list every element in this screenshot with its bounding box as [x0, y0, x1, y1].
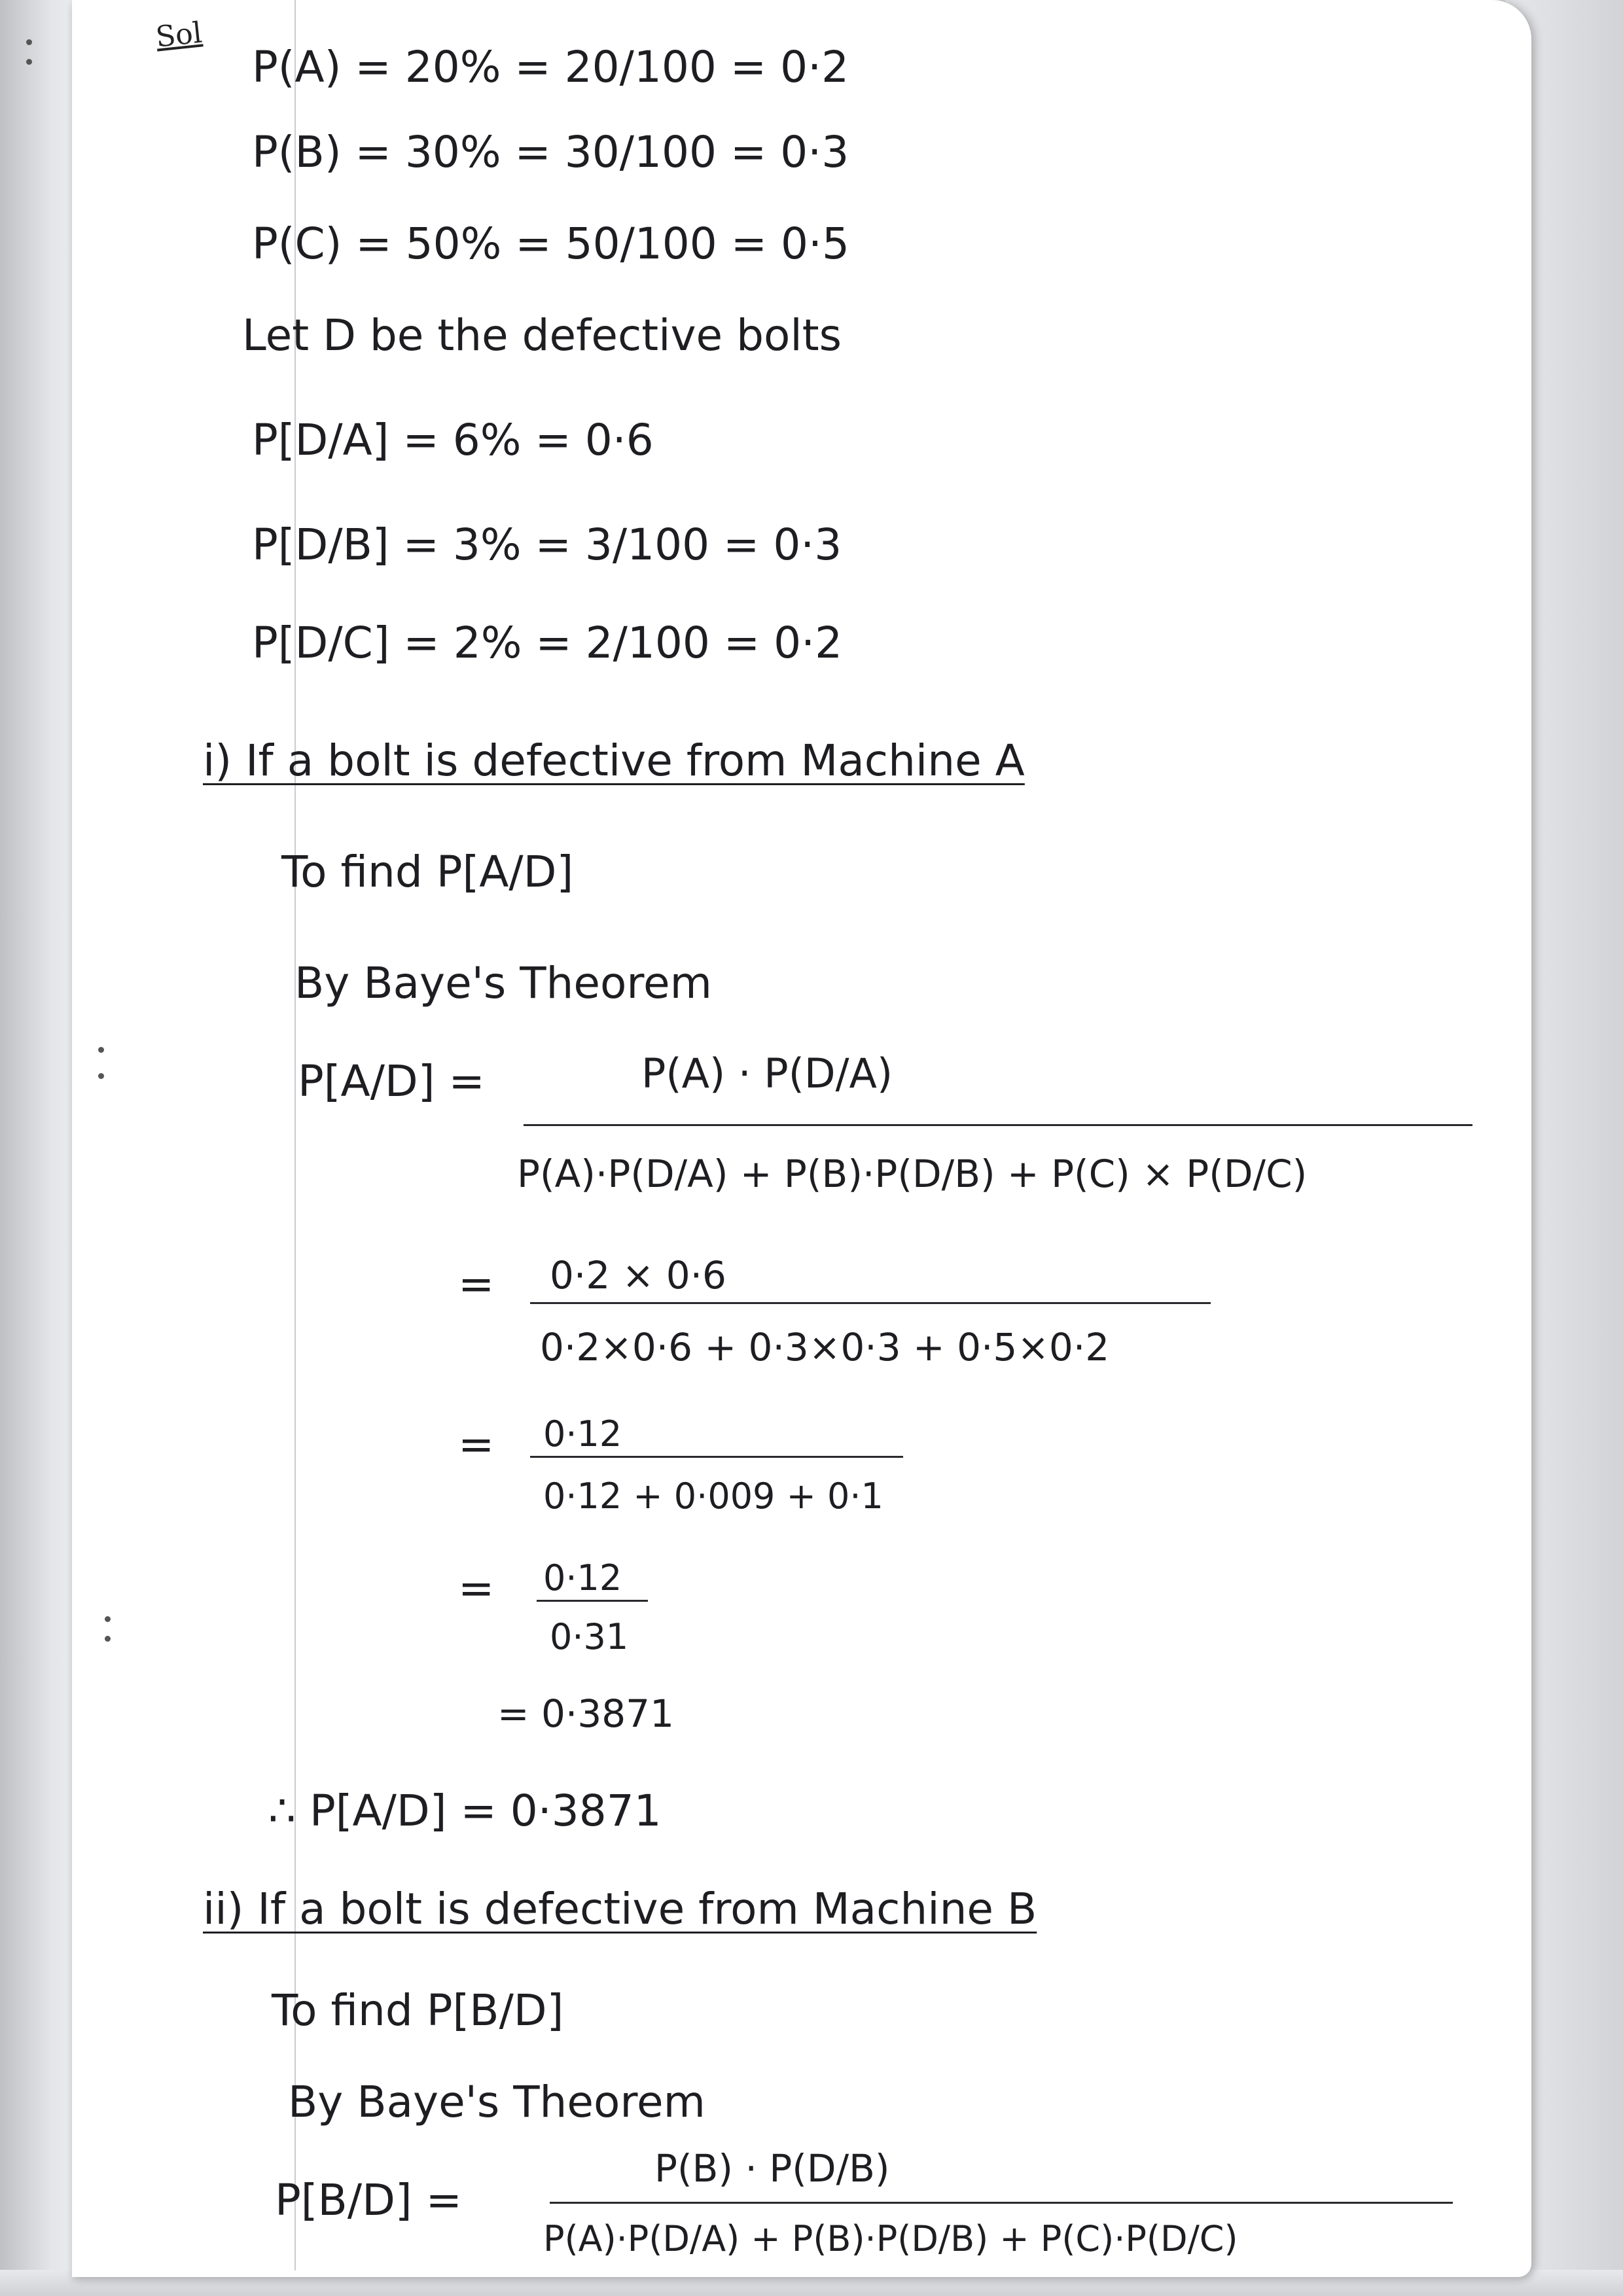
part1-step3-denominator: 0·12 + 0·009 + 0·1: [543, 1475, 883, 1517]
part1-step3-bar: [530, 1456, 903, 1458]
solution-label: Sol: [154, 16, 204, 54]
given-pda: P[D/A] = 6% = 0·6: [252, 415, 654, 465]
part1-method: By Baye's Theorem: [294, 958, 712, 1008]
given-pb: P(B) = 30% = 30/100 = 0·3: [252, 127, 849, 177]
binding-dot: [98, 1073, 104, 1079]
part1-step2-numerator: 0·2 × 0·6: [550, 1253, 726, 1298]
binding-dot: [105, 1636, 111, 1642]
given-pa: P(A) = 20% = 20/100 = 0·2: [252, 42, 849, 92]
part1-lhs: P[A/D] =: [298, 1056, 485, 1106]
part2-fraction-bar: [550, 2202, 1453, 2204]
part1-value: = 0·3871: [497, 1691, 674, 1736]
binding-dot: [26, 39, 32, 45]
binding-dot: [26, 59, 32, 65]
part1-to-find: To find P[A/D]: [281, 847, 574, 897]
part1-step2-bar: [530, 1302, 1211, 1304]
equals-sign: =: [458, 1563, 495, 1614]
part1-numerator: P(A) · P(D/A): [641, 1050, 893, 1097]
part1-step4-denominator: 0·31: [550, 1616, 629, 1657]
binding-dot: [98, 1047, 104, 1053]
part1-step3-numerator: 0·12: [543, 1413, 622, 1455]
part1-conclusion: ∴ P[A/D] = 0·3871: [268, 1786, 662, 1836]
part1-heading: i) If a bolt is defective from Machine A: [203, 735, 1025, 786]
part2-to-find: To find P[B/D]: [272, 1985, 564, 2036]
part2-method: By Baye's Theorem: [288, 2077, 705, 2127]
part2-lhs: P[B/D] =: [275, 2175, 462, 2225]
binding-dot: [105, 1616, 111, 1622]
part1-step4-numerator: 0·12: [543, 1557, 622, 1598]
part1-denominator: P(A)·P(D/A) + P(B)·P(D/B) + P(C) × P(D/C): [517, 1152, 1308, 1196]
let-d-statement: Let D be the defective bolts: [242, 310, 842, 361]
part2-heading: ii) If a bolt is defective from Machine B: [203, 1884, 1037, 1934]
given-pdc: P[D/C] = 2% = 2/100 = 0·2: [252, 618, 843, 668]
part2-numerator: P(B) · P(D/B): [654, 2146, 890, 2191]
given-pc: P(C) = 50% = 50/100 = 0·5: [252, 219, 850, 269]
part1-fraction-bar: [524, 1124, 1472, 1126]
given-pdb: P[D/B] = 3% = 3/100 = 0·3: [252, 520, 842, 570]
part1-step2-denominator: 0·2×0·6 + 0·3×0·3 + 0·5×0·2: [540, 1325, 1110, 1369]
equals-sign: =: [458, 1419, 495, 1470]
part1-step4-bar: [537, 1600, 648, 1602]
part2-denominator: P(A)·P(D/A) + P(B)·P(D/B) + P(C)·P(D/C): [543, 2218, 1238, 2259]
equals-sign: =: [458, 1259, 495, 1309]
